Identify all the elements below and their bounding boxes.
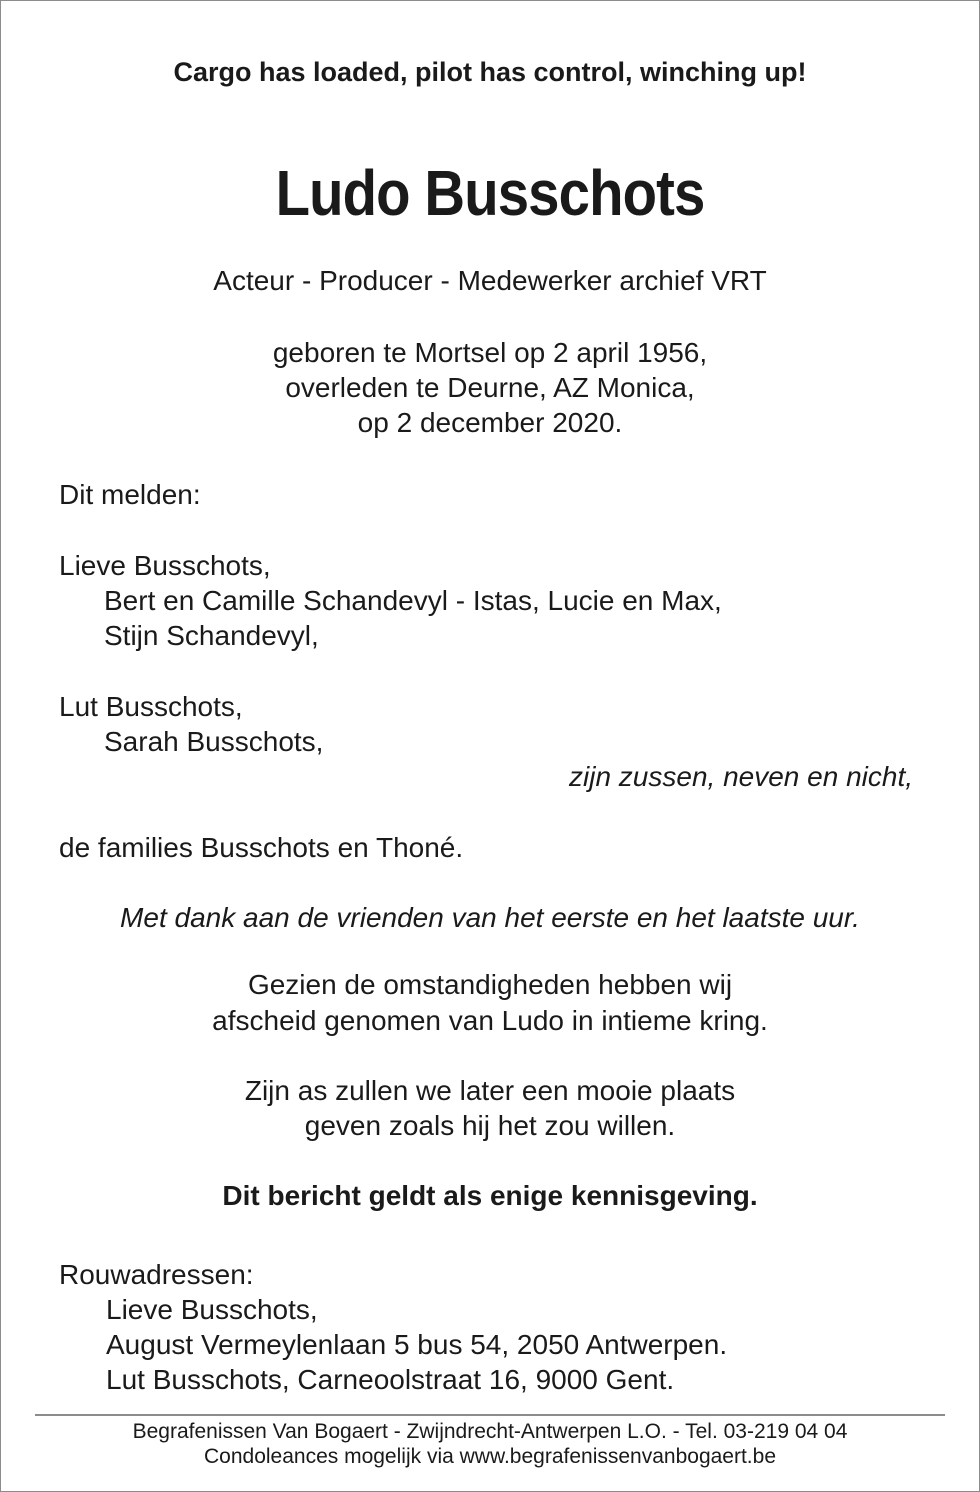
- family-lieve-child: Stijn Schandevyl,: [104, 620, 319, 651]
- ashes-line: Zijn as zullen we later een mooie plaats: [244, 1075, 736, 1106]
- motto: Cargo has loaded, pilot has control, winching up!: [173, 57, 807, 87]
- footer-funeral-home: Begrafenissen Van Bogaert - Zwijndrecht-Antwerpen L.O. - Tel. 03-219 04 04: [132, 1420, 848, 1443]
- ashes-line: geven zoals hij het zou willen.: [304, 1110, 676, 1141]
- announce-intro: Dit melden:: [59, 479, 201, 510]
- footer-divider: [35, 1414, 945, 1416]
- deceased-name: Ludo Busschots: [275, 157, 705, 229]
- death-date-line: op 2 december 2020.: [357, 407, 623, 438]
- footer-condolences: Condoleances mogelijk via www.begrafenissenvanbogaert.be: [203, 1445, 776, 1468]
- death-line: overleden te Deurne, AZ Monica,: [285, 372, 695, 403]
- notice-line: Dit bericht geldt als enige kennisgeving.: [222, 1180, 758, 1211]
- family-relation: zijn zussen, neven en nicht,: [569, 761, 913, 792]
- farewell-line: afscheid genomen van Ludo in intieme kring.: [212, 1005, 768, 1036]
- farewell-line: Gezien de omstandigheden hebben wij: [247, 969, 733, 1000]
- family-lieve-child: Bert en Camille Schandevyl - Istas, Lucie en Max,: [104, 585, 722, 616]
- address-line: Lut Busschots, Carneoolstraat 16, 9000 Gent.: [106, 1364, 675, 1395]
- family-lut-child: Sarah Busschots,: [104, 726, 324, 757]
- birth-line: geboren te Mortsel op 2 april 1956,: [272, 337, 708, 368]
- family-lut: Lut Busschots,: [59, 691, 243, 722]
- address-line: August Vermeylenlaan 5 bus 54, 2050 Antwerpen.: [106, 1329, 728, 1360]
- families-line: de families Busschots en Thoné.: [59, 832, 464, 863]
- thanks-line: Met dank aan de vrienden van het eerste en het laatste uur.: [120, 902, 860, 933]
- profession: Acteur - Producer - Medewerker archief VRT: [213, 265, 767, 296]
- address-line: Lieve Busschots,: [106, 1294, 318, 1325]
- addresses-label: Rouwadressen:: [59, 1259, 254, 1290]
- family-lieve: Lieve Busschots,: [59, 550, 271, 581]
